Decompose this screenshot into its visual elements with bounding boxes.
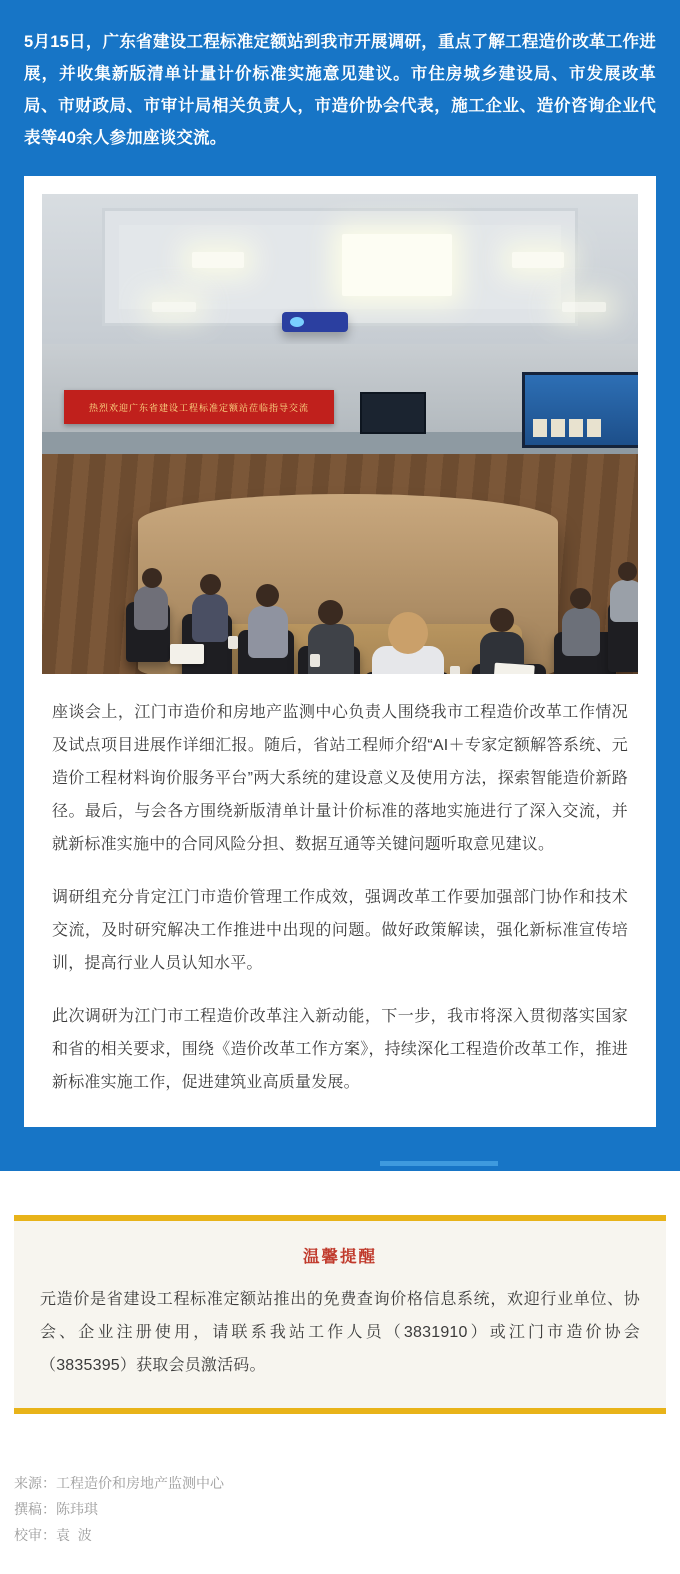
- attendee: [610, 580, 638, 622]
- attendee-head: [256, 584, 279, 607]
- section-spacer: [0, 1171, 680, 1215]
- attendee: [248, 606, 288, 658]
- article-body: [52, 696, 628, 1099]
- article-card: [24, 176, 656, 1127]
- attendee-head: [200, 574, 221, 595]
- credit-writer: 撰稿：陈玮琪: [14, 1501, 98, 1517]
- reminder-text: 元造价是省建设工程标准定额站推出的免费查询价格信息系统，欢迎行业单位、协会、企业注册使用，请联系我站工作人员（3831910）或江门市造价协会（3835395）获取会员激活码。: [40, 1291, 640, 1374]
- meeting-photo: [42, 194, 638, 674]
- reminder-title: 温馨提醒: [303, 1248, 377, 1266]
- ceiling: [42, 194, 638, 344]
- secondary-screen: [360, 392, 426, 434]
- projector: [282, 312, 348, 332]
- article-paragraph-1: 座谈会上，江门市造价和房地产监测中心负责人围绕我市工程造价改革工作情况及试点项目进展作详细汇报。随后，省站工程师介绍“AI＋专家定额解答系统、元造价工程材料询价服务平台”两大系统的建设意义及使用方法，探索智能造价新路径。最后，与会各方围绕新版清单计量计价标准的落地实施进行了深入交流，并就新标准实施中的合同风险分担、数据互通等关键问题听取意见建议。: [52, 704, 628, 853]
- cup: [228, 636, 238, 649]
- ceiling-light: [562, 302, 606, 312]
- screen-content: [533, 419, 601, 437]
- attendee-head: [490, 608, 514, 632]
- lead-banner: [0, 0, 680, 176]
- accent-tick: [380, 1161, 498, 1166]
- photo-background: [42, 194, 638, 674]
- attendee-head: [388, 612, 428, 654]
- attendee-head: [570, 588, 591, 609]
- attendee: [192, 594, 228, 642]
- attendee-head: [142, 568, 162, 588]
- cup: [450, 666, 460, 674]
- attendee-head: [618, 562, 637, 581]
- document: [170, 644, 204, 664]
- credits-block: [14, 1470, 680, 1548]
- blue-content-section: [0, 176, 680, 1161]
- article-paragraph-3: 此次调研为江门市工程造价改革注入新动能，下一步，我市将深入贯彻落实国家和省的相关要求，围绕《造价改革工作方案》，持续深化工程造价改革工作，推进新标准实施工作，促进建筑业高质量发展。: [52, 1008, 628, 1091]
- ceiling-light: [192, 252, 244, 268]
- display-screen: [522, 372, 638, 448]
- reminder-box: [14, 1215, 666, 1414]
- attendee-head: [318, 600, 343, 625]
- article-paragraph-2: 调研组充分肯定江门市造价管理工作成效，强调改革工作要加强部门协作和技术交流，及时研究解决工作推进中出现的问题。做好政策解读，强化新标准宣传培训，提高行业人员认知水平。: [52, 889, 628, 972]
- ceiling-light: [342, 234, 452, 296]
- attendee: [562, 608, 600, 656]
- credit-source: 来源：工程造价和房地产监测中心: [14, 1475, 224, 1491]
- credit-reviewer: 校审：袁 波: [14, 1527, 92, 1543]
- conference-banner: 热烈欢迎广东省建设工程标准定额站莅临指导交流: [64, 390, 334, 424]
- card-footer-accent: [0, 1161, 680, 1171]
- document: [493, 663, 535, 674]
- lead-paragraph: 5月15日，广东省建设工程标准定额站到我市开展调研，重点了解工程造价改革工作进展，并收集新版清单计量计价标准实施意见建议。市住房城乡建设局、市发展改革局、市财政局、市审计局相关负责人，市造价协会代表，施工企业、造价咨询企业代表等40余人参加座谈交流。: [24, 33, 656, 147]
- attendee: [134, 586, 168, 630]
- ceiling-light: [512, 252, 564, 268]
- ceiling-light: [152, 302, 196, 312]
- cup: [310, 654, 320, 667]
